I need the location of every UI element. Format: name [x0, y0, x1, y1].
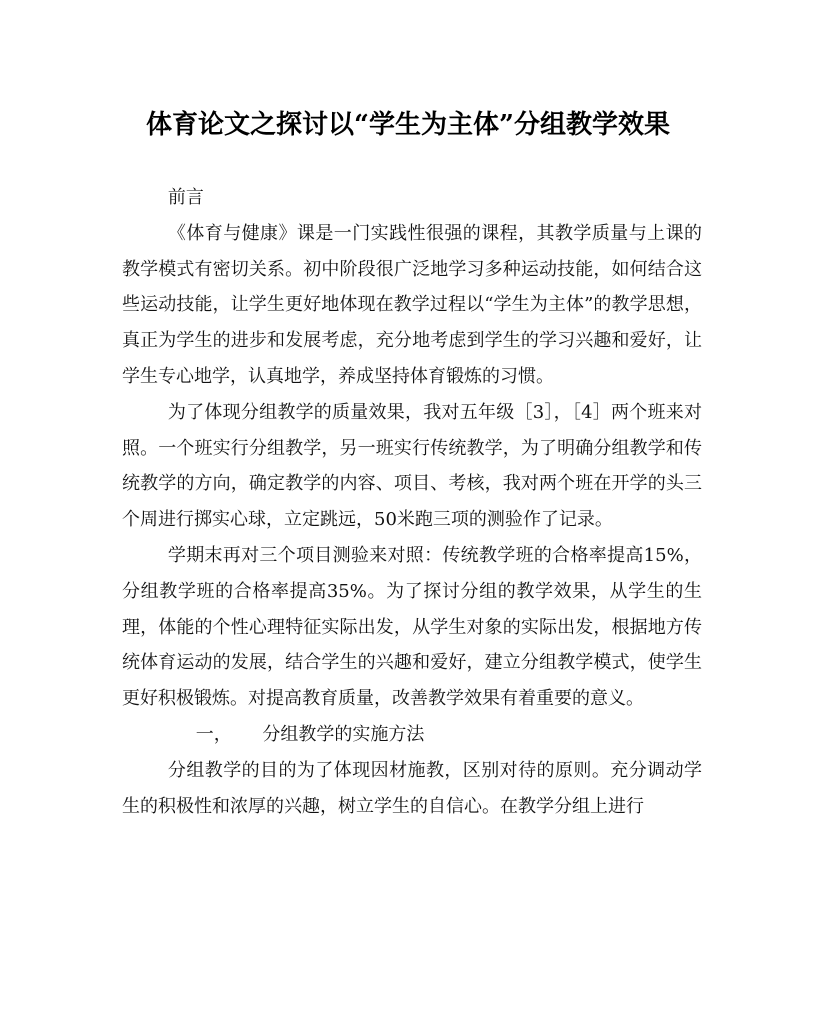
paragraph: 《体育与健康》课是一门实践性很强的课程，其教学质量与上课的教学模式有密切关系。初中阶段很广泛地学习多种运动技能，如何结合这些运动技能，让学生更好地体现在教学过程以“学生为主体”的教学思想，真正为学生的进步和发展考虑，充分地考虑到学生的学习兴趣和爱好，让学生专心地学，认真地学，养成坚持体育锻炼的习惯。: [122, 222, 702, 387]
paragraph: 学期末再对三个项目测验来对照：传统教学班的合格率提高15%，分组教学班的合格率提高35%。为了探讨分组的教学效果，从学生的生理，体能的个性心理特征实际出发，从学生对象的实际出发，根据地方传统体育运动的发展，结合学生的兴趣和爱好，建立分组教学模式，使学生更好积极锻炼。对提高教育质量，改善教学效果有着重要的意义。: [122, 544, 702, 710]
document-title: 体育论文之探讨以“学生为主体”分组教学效果: [146, 110, 670, 140]
section-number: 一，: [195, 723, 232, 745]
paragraph-preface-heading: 前言: [167, 187, 204, 208]
paragraph: 为了体现分组教学的质量效果，我对五年级［3］，［4］两个班来对照。一个班实行分组教学，另一班实行传统教学，为了明确分组教学和传统教学的方向，确定教学的内容、项目、考核，我对两个班在开学的头三个周进行掷实心球，立定跳远，50米跑三项的测验作了记录。: [122, 401, 702, 531]
document-body: [122, 180, 702, 824]
paragraph: 分组教学的目的为了体现因材施教，区别对待的原则。充分调动学生的积极性和浓厚的兴趣，树立学生的自信心。在教学分组上进行: [122, 759, 702, 817]
section-heading: [122, 717, 702, 753]
section-heading-text: 分组教学的实施方法: [262, 723, 425, 745]
